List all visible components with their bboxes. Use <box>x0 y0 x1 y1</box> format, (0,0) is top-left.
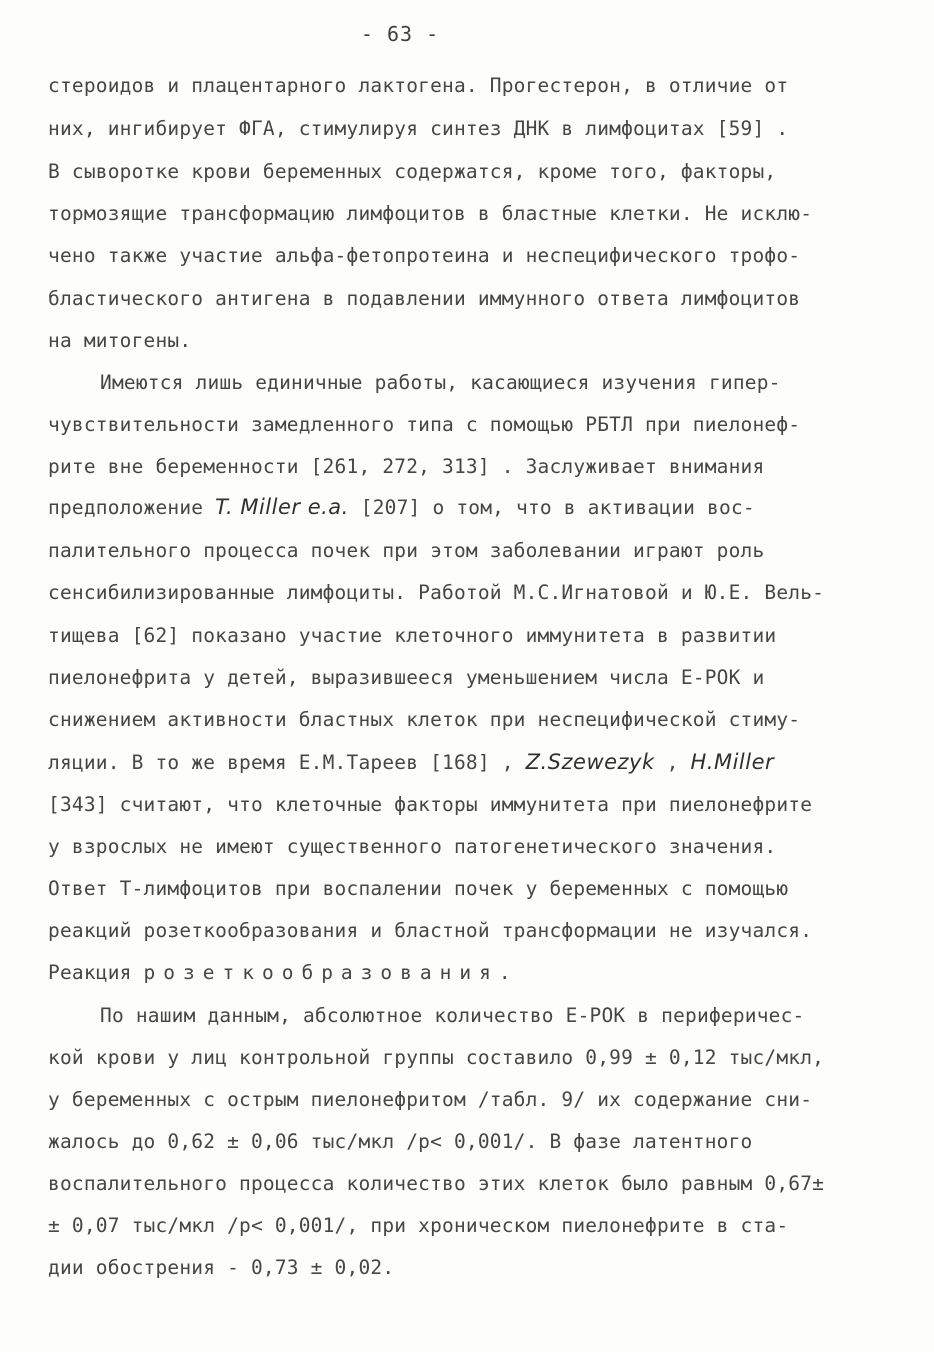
page-number: - 63 - <box>360 22 440 46</box>
text-line: ± 0,07 тыс/мкл /р< 0,001/, при хроническом пиелонефрите в ста- <box>48 1214 789 1237</box>
text-line <box>48 495 755 520</box>
line-text: ляции. В то же время Е.М.Тареев [168] , <box>48 751 526 774</box>
handwritten-author: H.Miller <box>690 750 775 774</box>
paragraph-start-line: По нашим данным, абсолютное количество Е-РОК в периферичес- <box>100 1004 805 1027</box>
heading-prefix: Реакция <box>48 961 144 984</box>
text-line: Ответ Т-лимфоцитов при воспалении почек у беременных с помощью <box>48 877 789 900</box>
text-line: пиелонефрита у детей, выразившееся уменьшением числа Е-РОК и <box>48 666 765 689</box>
text-line: сенсибилизированные лимфоциты. Работой М.С.Игнатовой и Ю.Е. Вель- <box>48 581 825 604</box>
text-line: чено также участие альфа-фетопротеина и неспецифического трофо- <box>48 244 801 267</box>
text-line: жалось до 0,62 ± 0,06 тыс/мкл /р< 0,001/. В фазе латентного <box>48 1130 753 1153</box>
heading-spaced-word: розеткообразования <box>143 961 499 984</box>
text-line: дии обострения - 0,73 ± 0,02. <box>48 1256 395 1279</box>
text-line: кой крови у лиц контрольной группы составило 0,99 ± 0,12 тыс/мкл, <box>48 1046 825 1069</box>
text-line: чувствительности замедленного типа с помощью РБТЛ при пиелонеф- <box>48 413 801 436</box>
heading-suffix: . <box>498 961 511 984</box>
text-line: тормозящие трансформацию лимфоцитов в бластные клетки. Не исклю- <box>48 202 813 225</box>
text-line: тищева [62] показано участие клеточного иммунитета в развитии <box>48 624 777 647</box>
section-heading <box>48 961 511 985</box>
handwritten-author: Z.Szewezyk <box>525 750 655 774</box>
text-line: у взрослых не имеют существенного патогенетического значения. <box>48 835 777 858</box>
paragraph-start-line: Имеются лишь единичные работы, касающиеся изучения гипер- <box>100 371 781 394</box>
text-line: них, ингибирует ФГА, стимулируя синтез ДНК в лимфоцитах [59] . <box>48 117 789 140</box>
text-line: стероидов и плацентарного лактогена. Прогестерон, в отличие от <box>48 74 789 97</box>
text-line: реакций розеткообразования и бластной трансформации не изучался. <box>48 919 813 942</box>
line-text: предположение <box>48 496 216 519</box>
text-line <box>48 750 774 775</box>
line-text: , <box>654 751 691 774</box>
text-line: у беременных с острым пиелонефритом /табл. 9/ их содержание сни- <box>48 1088 813 1111</box>
text-line: снижением активности бластных клеток при неспецифической стиму- <box>48 708 801 731</box>
text-line: [343] считают, что клеточные факторы иммунитета при пиелонефрите <box>48 793 813 816</box>
text-line: рите вне беременности [261, 272, 313] . Заслуживает внимания <box>48 455 765 478</box>
text-line: В сыворотке крови беременных содержатся, кроме того, факторы, <box>48 160 777 183</box>
text-line: на митогены. <box>48 329 192 352</box>
handwritten-author: T. Miller e.a. <box>215 495 349 519</box>
text-line: палительного процесса почек при этом заболевании играют роль <box>48 539 765 562</box>
text-line: бластического антигена в подавлении иммунного ответа лимфоцитов <box>48 287 801 310</box>
line-text: [207] о том, что в активации вос- <box>348 496 755 519</box>
text-line: воспалительного процесса количество этих клеток было равным 0,67± <box>48 1172 825 1195</box>
